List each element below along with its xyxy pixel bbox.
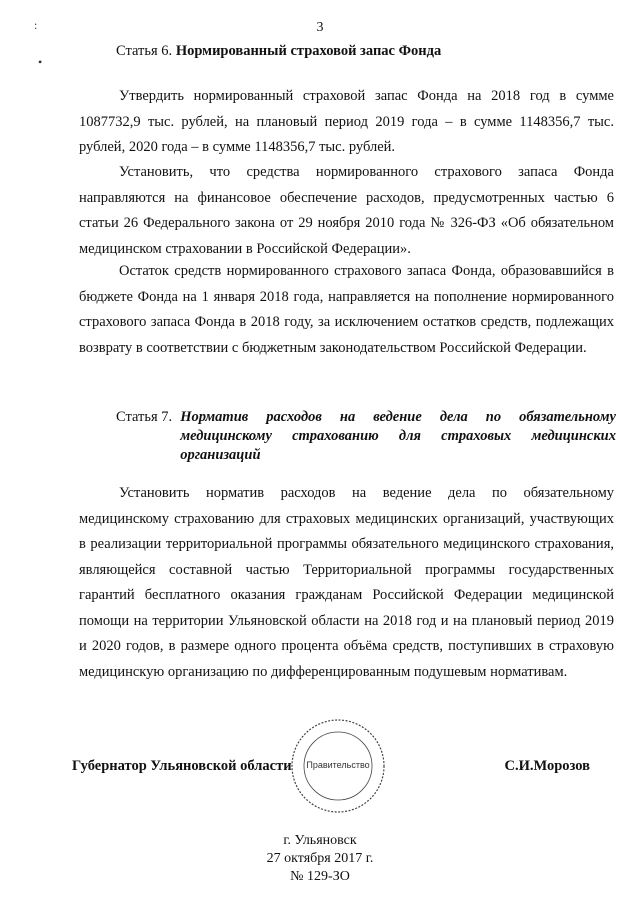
document-footer: [0, 832, 640, 886]
seal-text: Правительство: [306, 760, 370, 770]
footer-date: 27 октября 2017 г.: [266, 851, 374, 866]
footer-city: г. Ульяновск: [283, 833, 357, 848]
signatory-position: Губернатор Ульяновской области: [72, 758, 292, 774]
article-6-number: Статья 6.: [116, 43, 173, 59]
article-7-paragraph: Установить норматив расходов на ведение дела по обязательному медицинскому страхованию для страховых медицинских организаций, участвующих в реализации территориальной программы обязательного медицинского страхования, являющейся составной частью Территориальной программы государственных гарантий бесплатного оказания гражданам Российской Федерации медицинской помощи на территории Ульяновской области на 2018 год и на плановый период 2019 и 2020 годов, в размере одного процента объёма средств, поступивших в страховую медицинскую организацию по дифференцированным подушевым нормативам.: [79, 485, 614, 680]
article-6-paragraph: Остаток средств нормированного страхового запаса Фонда, образовавшийся в бюджете Фонда на 1 января 2018 года, направляется на пополнение нормированного страхового запаса Фонда в 2018 году, за исключением остатков средств, подлежащих возврату в соответствии с бюджетным законодательством Российской Федерации.: [79, 263, 614, 356]
article-6-title: Нормированный страховой запас Фонда: [175, 43, 442, 59]
margin-mark: :: [34, 18, 38, 32]
article-7-title: Норматив расходов на ведение дела по обязательному медицинскому страхованию для страховых медицинских организаций: [180, 409, 616, 463]
page-number: 3: [316, 20, 324, 35]
article-6-paragraph: Установить, что средства нормированного страхового запаса Фонда направляются на финансовое обеспечение расходов, предусмотренных частью 6 статьи 26 Федерального закона от 29 ноября 2010 года № 326-ФЗ «Об обязательном медицинском страховании в Российской Федерации».: [79, 164, 614, 257]
article-6-paragraph: Утвердить нормированный страховой запас Фонда на 2018 год в сумме 1087732,9 тыс. рублей, на плановый период 2019 года – в сумме 1148356,7 тыс. рублей, 2020 года – в сумме 1148356,7 тыс. рублей.: [79, 88, 614, 155]
article-7-number: Статья 7.: [116, 409, 173, 425]
article-7-heading: [116, 408, 616, 465]
footer-number: № 129-ЗО: [290, 869, 350, 884]
signatory-name: С.И.Морозов: [504, 758, 590, 774]
article-6-heading: [116, 42, 616, 61]
margin-mark: •: [38, 55, 43, 69]
official-seal: [283, 716, 393, 816]
